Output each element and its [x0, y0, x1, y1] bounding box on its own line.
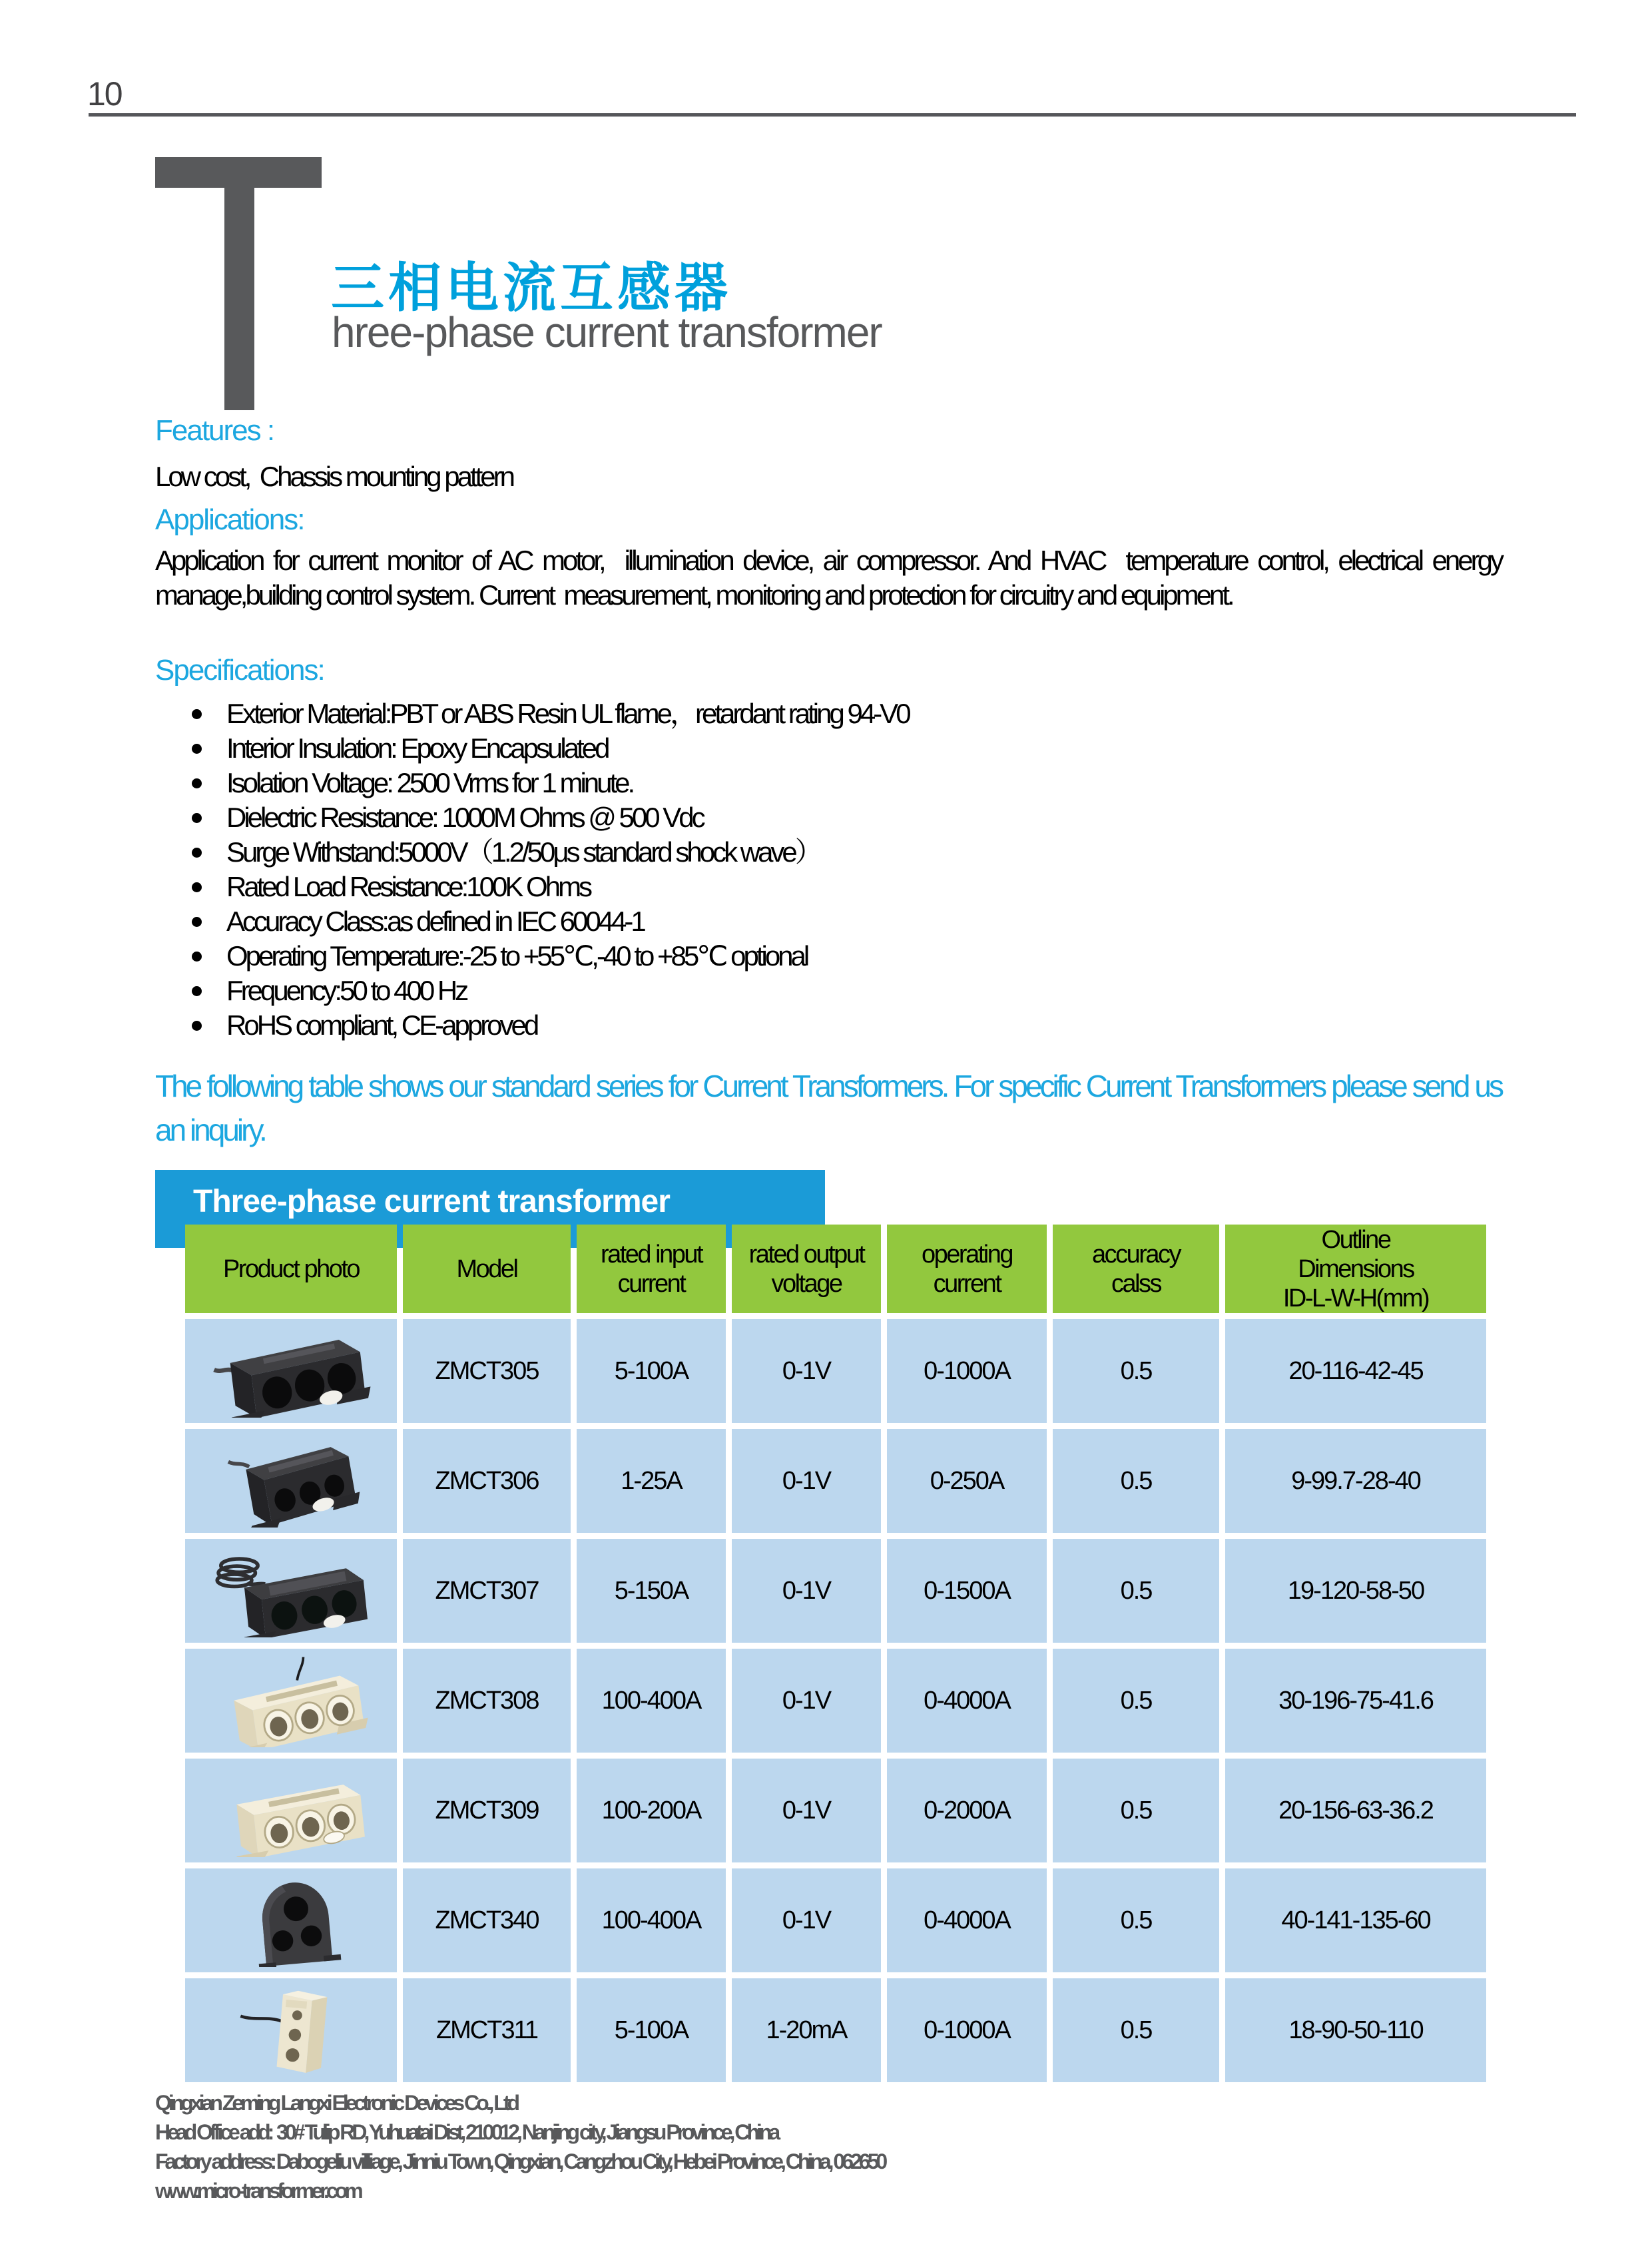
rated-output-voltage-cell: 0-1V: [732, 1649, 881, 1753]
rated-input-current-cell: 100-400A: [577, 1649, 726, 1753]
column-header-accuracy-class: accuracy calss: [1053, 1225, 1219, 1313]
product-photo-cell: [185, 1868, 397, 1972]
product-photo-illustration: [211, 1874, 371, 1967]
column-header-model: Model: [403, 1225, 571, 1313]
spec-item: Operating Temperature:-25 to +55℃,-40 to +85℃ optional: [192, 939, 909, 974]
rated-output-voltage-cell: 0-1V: [732, 1539, 881, 1643]
applications-heading: Applications:: [155, 503, 304, 536]
column-header-product-photo: Product photo: [185, 1225, 397, 1313]
operating-current-cell: 0-4000A: [887, 1868, 1047, 1972]
spec-item: Frequency:50 to 400 Hz: [192, 974, 909, 1008]
spec-item: Exterior Material:PBT or ABS Resin UL flame，retardant rating 94-V0: [192, 697, 909, 731]
rated-output-voltage-cell: 0-1V: [732, 1319, 881, 1423]
product-photo-illustration: [211, 1544, 371, 1637]
column-header-rated-input-current: rated input current: [577, 1225, 726, 1313]
model-cell: ZMCT311: [403, 1978, 571, 2082]
spec-item: Interior Insulation: Epoxy Encapsulated: [192, 731, 909, 766]
table-intro-text: The following table shows our standard series for Current Transformers. For specific Current Transformers please send us an inquiry.: [155, 1069, 1508, 1147]
rated-output-voltage-cell: 0-1V: [732, 1868, 881, 1972]
outline-dimensions-cell: 19-120-58-50: [1225, 1539, 1486, 1643]
product-photo-cell: [185, 1978, 397, 2082]
specifications-heading: Specifications:: [155, 654, 324, 687]
outline-dimensions-cell: 40-141-135-60: [1225, 1868, 1486, 1972]
product-photo-illustration: [211, 1434, 371, 1528]
product-photo-cell: [185, 1319, 397, 1423]
model-cell: ZMCT308: [403, 1649, 571, 1753]
spec-item: Surge Withstand:5000V（1.2/50μs standard shock wave）: [192, 835, 909, 870]
rated-input-current-cell: 5-100A: [577, 1978, 726, 2082]
rated-output-voltage-cell: 0-1V: [732, 1759, 881, 1862]
operating-current-cell: 0-1000A: [887, 1319, 1047, 1423]
operating-current-cell: 0-2000A: [887, 1759, 1047, 1862]
product-photo-cell: [185, 1759, 397, 1862]
page-number: 10: [87, 75, 122, 113]
column-header-outline-dimensions: Outline Dimensions ID-L-W-H(mm): [1225, 1225, 1486, 1313]
outline-dimensions-cell: 30-196-75-41.6: [1225, 1649, 1486, 1753]
product-photo-illustration: [211, 1984, 371, 2077]
spec-item: Dielectric Resistance: 1000M Ohms @ 500 Vdc: [192, 800, 909, 835]
operating-current-cell: 0-1000A: [887, 1978, 1047, 2082]
outline-dimensions-cell: 20-156-63-36.2: [1225, 1759, 1486, 1862]
model-cell: ZMCT306: [403, 1429, 571, 1533]
column-header-operating-current: operating current: [887, 1225, 1047, 1313]
rated-input-current-cell: 100-200A: [577, 1759, 726, 1862]
rated-output-voltage-cell: 1-20mA: [732, 1978, 881, 2082]
header-rule: [89, 113, 1576, 117]
footer-head-office: Head Office add: 30# Tulip RD, Yuhuatai Dist, 210012, Nanjing city, Jiangsu Province, China: [155, 2120, 778, 2144]
accuracy-class-cell: 0.5: [1053, 1868, 1219, 1972]
product-table: [185, 1225, 1486, 2082]
accuracy-class-cell: 0.5: [1053, 1649, 1219, 1753]
applications-body: Application for current monitor of AC motor, illumination device, air compressor. And HVAC temperature control, electrical energy manage,building control system. Current measurement, monitoring and protection for circuitry and equipment.: [155, 545, 1507, 611]
drop-cap-t-stem: [224, 157, 254, 410]
rated-input-current-cell: 100-400A: [577, 1868, 726, 1972]
features-body: Low cost, Chassis mounting pattern: [155, 461, 513, 492]
specifications-list: [192, 697, 909, 1043]
rated-input-current-cell: 5-100A: [577, 1319, 726, 1423]
operating-current-cell: 0-1500A: [887, 1539, 1047, 1643]
product-photo-cell: [185, 1649, 397, 1753]
accuracy-class-cell: 0.5: [1053, 1319, 1219, 1423]
product-photo-illustration: [211, 1764, 371, 1857]
product-photo-cell: [185, 1429, 397, 1533]
model-cell: ZMCT340: [403, 1868, 571, 1972]
accuracy-class-cell: 0.5: [1053, 1429, 1219, 1533]
column-header-rated-output-voltage: rated output voltage: [732, 1225, 881, 1313]
outline-dimensions-cell: 9-99.7-28-40: [1225, 1429, 1486, 1533]
spec-item: Rated Load Resistance:100K Ohms: [192, 870, 909, 904]
accuracy-class-cell: 0.5: [1053, 1978, 1219, 2082]
product-photo-illustration: [211, 1654, 371, 1747]
model-cell: ZMCT307: [403, 1539, 571, 1643]
rated-output-voltage-cell: 0-1V: [732, 1429, 881, 1533]
spec-item: Accuracy Class:as defined in IEC 60044-1: [192, 904, 909, 939]
operating-current-cell: 0-250A: [887, 1429, 1047, 1533]
footer-company-name: Qingxian Zeming Langxi Electronic Devices Co., Ltd: [155, 2091, 517, 2115]
model-cell: ZMCT309: [403, 1759, 571, 1862]
features-heading: Features :: [155, 414, 274, 447]
model-cell: ZMCT305: [403, 1319, 571, 1423]
page-title-english: hree-phase current transformer: [332, 308, 882, 356]
page-title-chinese: 三相电流互感器: [331, 258, 732, 318]
accuracy-class-cell: 0.5: [1053, 1539, 1219, 1643]
table-banner-label: Three-phase current transformer: [193, 1184, 670, 1219]
operating-current-cell: 0-4000A: [887, 1649, 1047, 1753]
outline-dimensions-cell: 18-90-50-110: [1225, 1978, 1486, 2082]
outline-dimensions-cell: 20-116-42-45: [1225, 1319, 1486, 1423]
product-photo-illustration: [211, 1324, 371, 1418]
footer-website: www.micro-transformer.com: [155, 2179, 360, 2203]
product-photo-cell: [185, 1539, 397, 1643]
footer-factory-address: Factory address: Dabogeliu villiage, Jinniu Town, Qingxian, Cangzhou City, Hebei Province, China, 062650: [155, 2149, 885, 2173]
rated-input-current-cell: 5-150A: [577, 1539, 726, 1643]
rated-input-current-cell: 1-25A: [577, 1429, 726, 1533]
accuracy-class-cell: 0.5: [1053, 1759, 1219, 1862]
spec-item: Isolation Voltage: 2500 Vrms for 1 minute.: [192, 766, 909, 800]
spec-item: RoHS compliant, CE-approved: [192, 1008, 909, 1043]
